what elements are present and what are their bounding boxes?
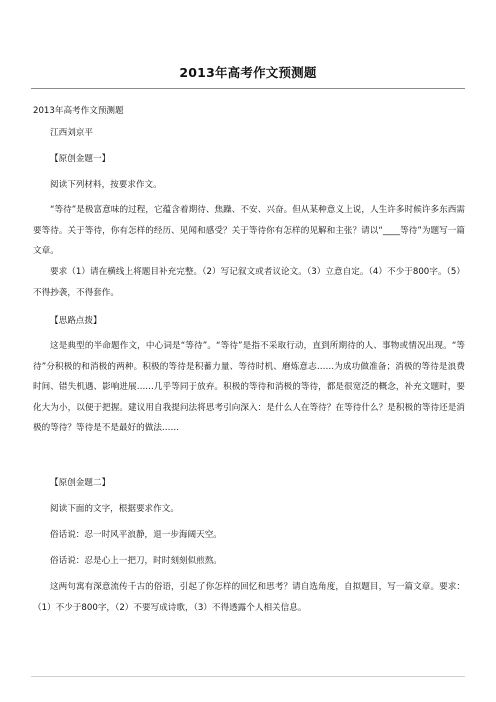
instruction-2: 阅读下面的文字，根据要求作文。 xyxy=(50,504,179,514)
proverb-1: 俗话说：忍一时风平浪静，退一步海阔天空。 xyxy=(50,530,222,540)
tips-paragraph: 这是典型的半命题作文，中心词是“等待”。“等待”是指不采取行动，直到所期待的人、事物或情况出现。“等待”分积极的和消极的两种。积极的等待是积蓄力量、等待时机、磨炼意志……为成功做准备；消极的等待是浪费时间、错失机遇、影响进展……几乎等同于放弃。积极的等待和消极的等待，都是很宽泛的概念，补充文题时，要化大为小，以便于把握。建议用自我提问法将思考引向深入：是什么人在等待？在等待什么？是积极的等待还是消极的等待？等待是不是最好的做法…… xyxy=(33,341,465,433)
section-heading-1: 【原创金题一】 xyxy=(50,154,111,164)
section-heading-2: 【原创金题二】 xyxy=(50,478,111,488)
proverb-2: 俗话说：忍是心上一把刀，时时刻刻似煎熬。 xyxy=(50,556,222,566)
material-paragraph-1: “等待”是极富意味的过程，它蕴含着期待、焦躁、不安、兴奋。但从某种意义上说，人生许多时候许多东西需要等待。关于等待，你有怎样的经历、见闻和感受？关于等待你有怎样的见解和主张？请以“____等待”为题写一篇文章。 xyxy=(33,205,465,256)
author-line: 江西刘京平 xyxy=(50,128,93,138)
requirements-paragraph-1: 要求（1）请在横线上将题目补充完整。（2）写记叙文或者议论文。（3）立意自定。（4）不少于800字。（5）不得抄袭，不得套作。 xyxy=(33,267,465,298)
subtitle: 2013年高考作文预测题 xyxy=(33,106,124,116)
prompt-paragraph-2: 这两句寓有深意流传千古的俗语，引起了你怎样的回忆和思考？请自选角度，自拟题目，写一篇文章。要求：（1）不少于800字，（2）不要写成诗歌，（3）不得透露个人相关信息。 xyxy=(33,582,465,613)
section-heading-tips: 【思路点拨】 xyxy=(50,316,102,326)
title-divider xyxy=(31,88,465,89)
instruction-1: 阅读下列材料，按要求作文。 xyxy=(50,180,162,190)
footer-divider xyxy=(31,676,465,677)
document-title: 2013年高考作文预测题 xyxy=(179,65,317,80)
